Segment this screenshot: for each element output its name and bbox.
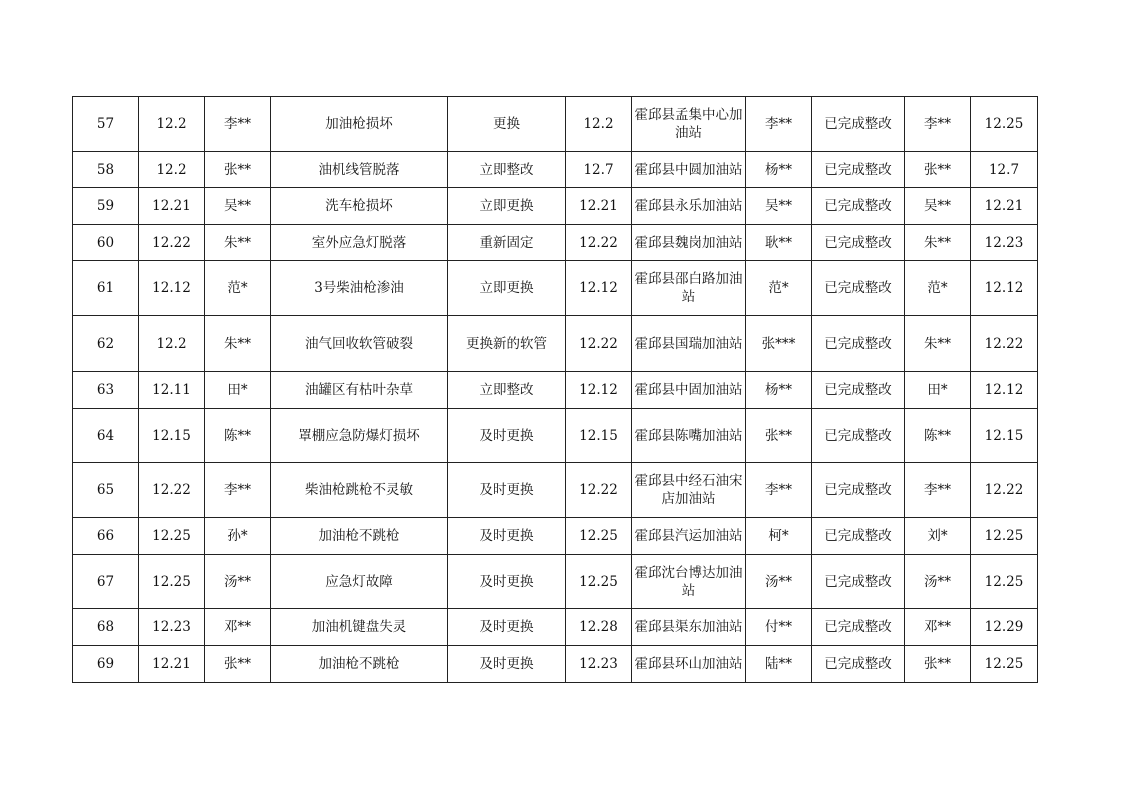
station-name-cell: 霍邱县国瑞加油站 <box>632 316 746 372</box>
deadline-cell: 12.22 <box>566 316 632 372</box>
table-row <box>73 97 1038 152</box>
table-row <box>73 152 1038 188</box>
station-name-cell: 霍邱县陈嘴加油站 <box>632 409 746 463</box>
found-date-cell: 12.21 <box>139 646 205 683</box>
rectification-measure-cell: 及时更换 <box>448 646 566 683</box>
row-number-cell: 58 <box>73 152 139 188</box>
inspector-cell: 汤** <box>205 555 271 609</box>
inspector-cell: 朱** <box>205 316 271 372</box>
inspector-cell: 田* <box>205 372 271 409</box>
table-row <box>73 518 1038 555</box>
inspector-cell: 张** <box>205 152 271 188</box>
reviewer-cell: 李** <box>905 97 971 152</box>
hazard-description-cell: 柴油枪跳枪不灵敏 <box>271 463 448 518</box>
status-cell: 已完成整改 <box>812 646 905 683</box>
status-cell: 已完成整改 <box>812 225 905 261</box>
responsible-person-cell: 李** <box>746 463 812 518</box>
reviewer-cell: 刘* <box>905 518 971 555</box>
completion-date-cell: 12.22 <box>971 463 1038 518</box>
completion-date-cell: 12.29 <box>971 609 1038 646</box>
deadline-cell: 12.12 <box>566 372 632 409</box>
table-row <box>73 409 1038 463</box>
row-number-cell: 66 <box>73 518 139 555</box>
station-name-cell: 霍邱县渠东加油站 <box>632 609 746 646</box>
station-name-cell: 霍邱县永乐加油站 <box>632 188 746 225</box>
reviewer-cell: 李** <box>905 463 971 518</box>
rectification-measure-cell: 更换新的软管 <box>448 316 566 372</box>
responsible-person-cell: 柯* <box>746 518 812 555</box>
inspector-cell: 陈** <box>205 409 271 463</box>
deadline-cell: 12.25 <box>566 555 632 609</box>
rectification-table <box>72 96 1038 683</box>
found-date-cell: 12.15 <box>139 409 205 463</box>
inspector-cell: 吴** <box>205 188 271 225</box>
completion-date-cell: 12.25 <box>971 97 1038 152</box>
deadline-cell: 12.15 <box>566 409 632 463</box>
status-cell: 已完成整改 <box>812 261 905 316</box>
completion-date-cell: 12.23 <box>971 225 1038 261</box>
deadline-cell: 12.23 <box>566 646 632 683</box>
responsible-person-cell: 耿** <box>746 225 812 261</box>
table-row <box>73 463 1038 518</box>
status-cell: 已完成整改 <box>812 97 905 152</box>
station-name-cell: 霍邱县中固加油站 <box>632 372 746 409</box>
row-number-cell: 59 <box>73 188 139 225</box>
inspector-cell: 李** <box>205 97 271 152</box>
completion-date-cell: 12.7 <box>971 152 1038 188</box>
completion-date-cell: 12.25 <box>971 518 1038 555</box>
inspector-cell: 张** <box>205 646 271 683</box>
responsible-person-cell: 张** <box>746 409 812 463</box>
rectification-measure-cell: 更换 <box>448 97 566 152</box>
hazard-description-cell: 油罐区有枯叶杂草 <box>271 372 448 409</box>
found-date-cell: 12.22 <box>139 463 205 518</box>
found-date-cell: 12.2 <box>139 97 205 152</box>
table-row <box>73 646 1038 683</box>
table-row <box>73 188 1038 225</box>
inspector-cell: 范* <box>205 261 271 316</box>
row-number-cell: 67 <box>73 555 139 609</box>
rectification-measure-cell: 及时更换 <box>448 609 566 646</box>
row-number-cell: 69 <box>73 646 139 683</box>
inspector-cell: 邓** <box>205 609 271 646</box>
table-body <box>73 97 1038 683</box>
found-date-cell: 12.23 <box>139 609 205 646</box>
table-row <box>73 372 1038 409</box>
found-date-cell: 12.2 <box>139 316 205 372</box>
reviewer-cell: 田* <box>905 372 971 409</box>
deadline-cell: 12.21 <box>566 188 632 225</box>
status-cell: 已完成整改 <box>812 609 905 646</box>
rectification-measure-cell: 及时更换 <box>448 518 566 555</box>
hazard-description-cell: 油气回收软管破裂 <box>271 316 448 372</box>
hazard-description-cell: 油机线管脱落 <box>271 152 448 188</box>
row-number-cell: 63 <box>73 372 139 409</box>
rectification-table-wrapper <box>72 96 1037 683</box>
found-date-cell: 12.21 <box>139 188 205 225</box>
rectification-measure-cell: 重新固定 <box>448 225 566 261</box>
table-row <box>73 225 1038 261</box>
completion-date-cell: 12.21 <box>971 188 1038 225</box>
hazard-description-cell: 室外应急灯脱落 <box>271 225 448 261</box>
row-number-cell: 64 <box>73 409 139 463</box>
rectification-measure-cell: 及时更换 <box>448 409 566 463</box>
completion-date-cell: 12.22 <box>971 316 1038 372</box>
responsible-person-cell: 陆** <box>746 646 812 683</box>
completion-date-cell: 12.25 <box>971 646 1038 683</box>
responsible-person-cell: 汤** <box>746 555 812 609</box>
completion-date-cell: 12.12 <box>971 261 1038 316</box>
hazard-description-cell: 加油机键盘失灵 <box>271 609 448 646</box>
row-number-cell: 57 <box>73 97 139 152</box>
row-number-cell: 61 <box>73 261 139 316</box>
station-name-cell: 霍邱沈台博达加油站 <box>632 555 746 609</box>
reviewer-cell: 陈** <box>905 409 971 463</box>
table-row <box>73 316 1038 372</box>
reviewer-cell: 邓** <box>905 609 971 646</box>
found-date-cell: 12.11 <box>139 372 205 409</box>
deadline-cell: 12.12 <box>566 261 632 316</box>
status-cell: 已完成整改 <box>812 463 905 518</box>
station-name-cell: 霍邱县邵白路加油站 <box>632 261 746 316</box>
hazard-description-cell: 3号柴油枪渗油 <box>271 261 448 316</box>
status-cell: 已完成整改 <box>812 152 905 188</box>
completion-date-cell: 12.12 <box>971 372 1038 409</box>
responsible-person-cell: 范* <box>746 261 812 316</box>
completion-date-cell: 12.15 <box>971 409 1038 463</box>
status-cell: 已完成整改 <box>812 316 905 372</box>
responsible-person-cell: 杨** <box>746 372 812 409</box>
reviewer-cell: 汤** <box>905 555 971 609</box>
row-number-cell: 60 <box>73 225 139 261</box>
inspector-cell: 李** <box>205 463 271 518</box>
station-name-cell: 霍邱县环山加油站 <box>632 646 746 683</box>
row-number-cell: 62 <box>73 316 139 372</box>
row-number-cell: 68 <box>73 609 139 646</box>
rectification-measure-cell: 立即更换 <box>448 261 566 316</box>
status-cell: 已完成整改 <box>812 555 905 609</box>
hazard-description-cell: 加油枪损坏 <box>271 97 448 152</box>
reviewer-cell: 张** <box>905 646 971 683</box>
table-row <box>73 261 1038 316</box>
deadline-cell: 12.25 <box>566 518 632 555</box>
reviewer-cell: 范* <box>905 261 971 316</box>
station-name-cell: 霍邱县汽运加油站 <box>632 518 746 555</box>
rectification-measure-cell: 及时更换 <box>448 555 566 609</box>
hazard-description-cell: 加油枪不跳枪 <box>271 646 448 683</box>
reviewer-cell: 朱** <box>905 316 971 372</box>
inspector-cell: 朱** <box>205 225 271 261</box>
rectification-measure-cell: 立即整改 <box>448 372 566 409</box>
status-cell: 已完成整改 <box>812 372 905 409</box>
found-date-cell: 12.12 <box>139 261 205 316</box>
responsible-person-cell: 张*** <box>746 316 812 372</box>
hazard-description-cell: 加油枪不跳枪 <box>271 518 448 555</box>
reviewer-cell: 朱** <box>905 225 971 261</box>
station-name-cell: 霍邱县孟集中心加油站 <box>632 97 746 152</box>
hazard-description-cell: 应急灯故障 <box>271 555 448 609</box>
table-row <box>73 555 1038 609</box>
reviewer-cell: 吴** <box>905 188 971 225</box>
deadline-cell: 12.22 <box>566 225 632 261</box>
station-name-cell: 霍邱县魏岗加油站 <box>632 225 746 261</box>
found-date-cell: 12.25 <box>139 555 205 609</box>
deadline-cell: 12.2 <box>566 97 632 152</box>
completion-date-cell: 12.25 <box>971 555 1038 609</box>
status-cell: 已完成整改 <box>812 409 905 463</box>
found-date-cell: 12.25 <box>139 518 205 555</box>
hazard-description-cell: 罩棚应急防爆灯损坏 <box>271 409 448 463</box>
found-date-cell: 12.2 <box>139 152 205 188</box>
deadline-cell: 12.22 <box>566 463 632 518</box>
responsible-person-cell: 吴** <box>746 188 812 225</box>
responsible-person-cell: 付** <box>746 609 812 646</box>
row-number-cell: 65 <box>73 463 139 518</box>
table-row <box>73 609 1038 646</box>
status-cell: 已完成整改 <box>812 188 905 225</box>
inspector-cell: 孙* <box>205 518 271 555</box>
deadline-cell: 12.7 <box>566 152 632 188</box>
rectification-measure-cell: 立即更换 <box>448 188 566 225</box>
rectification-measure-cell: 立即整改 <box>448 152 566 188</box>
status-cell: 已完成整改 <box>812 518 905 555</box>
responsible-person-cell: 李** <box>746 97 812 152</box>
reviewer-cell: 张** <box>905 152 971 188</box>
deadline-cell: 12.28 <box>566 609 632 646</box>
hazard-description-cell: 洗车枪损坏 <box>271 188 448 225</box>
found-date-cell: 12.22 <box>139 225 205 261</box>
rectification-measure-cell: 及时更换 <box>448 463 566 518</box>
responsible-person-cell: 杨** <box>746 152 812 188</box>
station-name-cell: 霍邱县中圆加油站 <box>632 152 746 188</box>
station-name-cell: 霍邱县中经石油宋店加油站 <box>632 463 746 518</box>
